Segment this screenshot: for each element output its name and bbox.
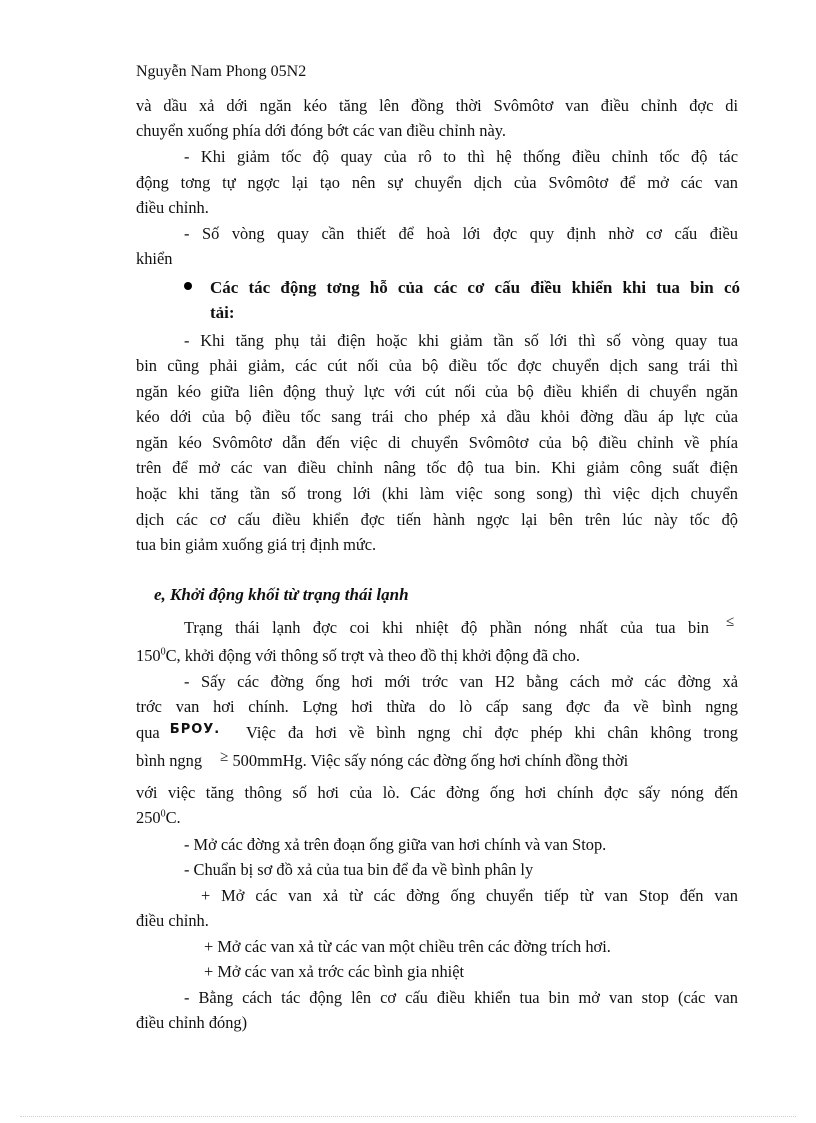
paragraph-line: - Khi tăng phụ tải điện hoặc khi giảm tần số lới thì số vòng quay tua (184, 331, 738, 350)
paragraph-line: - Số vòng quay cần thiết để hoà lới đợc quy định nhờ cơ cấu điều (184, 224, 738, 243)
paragraph-line: trên để mở các van điều chỉnh nâng tốc độ tua bin. Khi giảm công suất điện (136, 458, 738, 477)
paragraph-line: + Mở các van xả từ các van một chiều trên các đờng trích hơi. (204, 937, 611, 956)
less-equal-symbol: ≤ (726, 614, 735, 630)
paragraph-line: kéo dới của bộ điều tốc sang trái cho phép xả dầu khỏi đờng dầu áp lực của (136, 407, 738, 426)
paragraph-line: điều chỉnh. (136, 198, 209, 217)
paragraph-line: dịch các cơ cấu điều khiển đợc tiến hành ngợc lại bên trên lúc này tốc độ (136, 510, 738, 529)
paragraph-line: ngăn kéo giữa liên động thuỷ lực với cút nối của bộ điều khiển di chuyển ngăn (136, 382, 738, 401)
paragraph-line: ngăn kéo Svômôtơ dẫn đến việc di chuyển Svômôtơ của bộ điều chỉnh về phía (136, 433, 738, 452)
section-heading: e, Khởi động khối từ trạng thái lạnh (154, 585, 409, 604)
paragraph-line: - Sấy các đờng ống hơi mới trớc van H2 bằng cách mở các đờng xả (184, 672, 738, 691)
paragraph-line: $150^0C$, khởi động với thông số trợt và theo đồ thị khởi động đã cho. (136, 646, 580, 665)
paragraph-line: tua bin giảm xuống giá trị định mức. (136, 535, 377, 554)
paragraph-line: điều chỉnh. (136, 911, 209, 930)
paragraph-line: hoặc khi tăng tần số trong lới (khi làm việc song song) thì việc dịch chuyển (136, 484, 738, 503)
paragraph-line: điều chỉnh đóng) (136, 1013, 248, 1032)
paragraph-line: qua $^{БРОУ.}$ Việc đa hơi về bình ngng chỉ đợc phép khi chân không trong (136, 722, 738, 742)
paragraph-line: bin cũng phải giảm, các cút nối của bộ điều tốc đợc chuyển dịch sang trái thì (136, 356, 738, 375)
bullet-icon (184, 282, 192, 290)
paragraph-line: và dầu xả dới ngăn kéo tăng lên đồng thời Svômôtơ van điều chỉnh đợc di (136, 96, 738, 115)
paragraph-line: chuyển xuống phía dới đóng bớt các van điều chỉnh này. (136, 121, 506, 140)
paragraph-line: $250^0C$. (136, 808, 181, 827)
paragraph-line: - Chuẩn bị sơ đồ xả của tua bin để đa về bình phân ly (184, 860, 534, 879)
paragraph-line: - Khi giảm tốc độ quay của rô to thì hệ thống điều chỉnh tốc độ tác (184, 147, 738, 166)
paragraph-line: + Mở các van xả từ các đờng ống chuyển tiếp từ van Stop đến van (201, 886, 738, 905)
paragraph-line: với việc tăng thông số hơi của lò. Các đờng ống hơi chính đợc sấy nóng đến (136, 783, 738, 802)
paragraph-line: Trạng thái lạnh đợc coi khi nhiệt độ phần nóng nhất của tua bin (184, 618, 709, 637)
paragraph-line: động tơng tự ngợc lại tạo nên sự chuyển dịch của Svômôtơ để mở các van (136, 173, 738, 192)
paragraph-line: + Mở các van xả trớc các bình gia nhiệt (204, 962, 465, 981)
footer-divider (20, 1116, 796, 1117)
paragraph-line: - Bằng cách tác động lên cơ cấu điều khiển tua bin mở van stop (các van (184, 988, 738, 1007)
paragraph-line: trớc van hơi chính. Lợng hơi thừa do lò cấp sang đợc đa về bình ngng (136, 697, 738, 716)
paragraph-line: khiển (136, 249, 173, 268)
code-label: БРОУ. (169, 722, 221, 737)
paragraph-line: - Mở các đờng xả trên đoạn ống giữa van hơi chính và van Stop. (184, 835, 607, 854)
paragraph-line: bình ngng ≥ 500mmHg. Việc sấy nóng các đờng ống hơi chính đồng thời (136, 749, 629, 770)
page-header: Nguyễn Nam Phong 05N2 (136, 63, 307, 80)
bullet-heading: tải: (210, 303, 235, 322)
bullet-heading: Các tác động tơng hỗ của các cơ cấu điều khiển khi tua bin có (210, 278, 740, 297)
